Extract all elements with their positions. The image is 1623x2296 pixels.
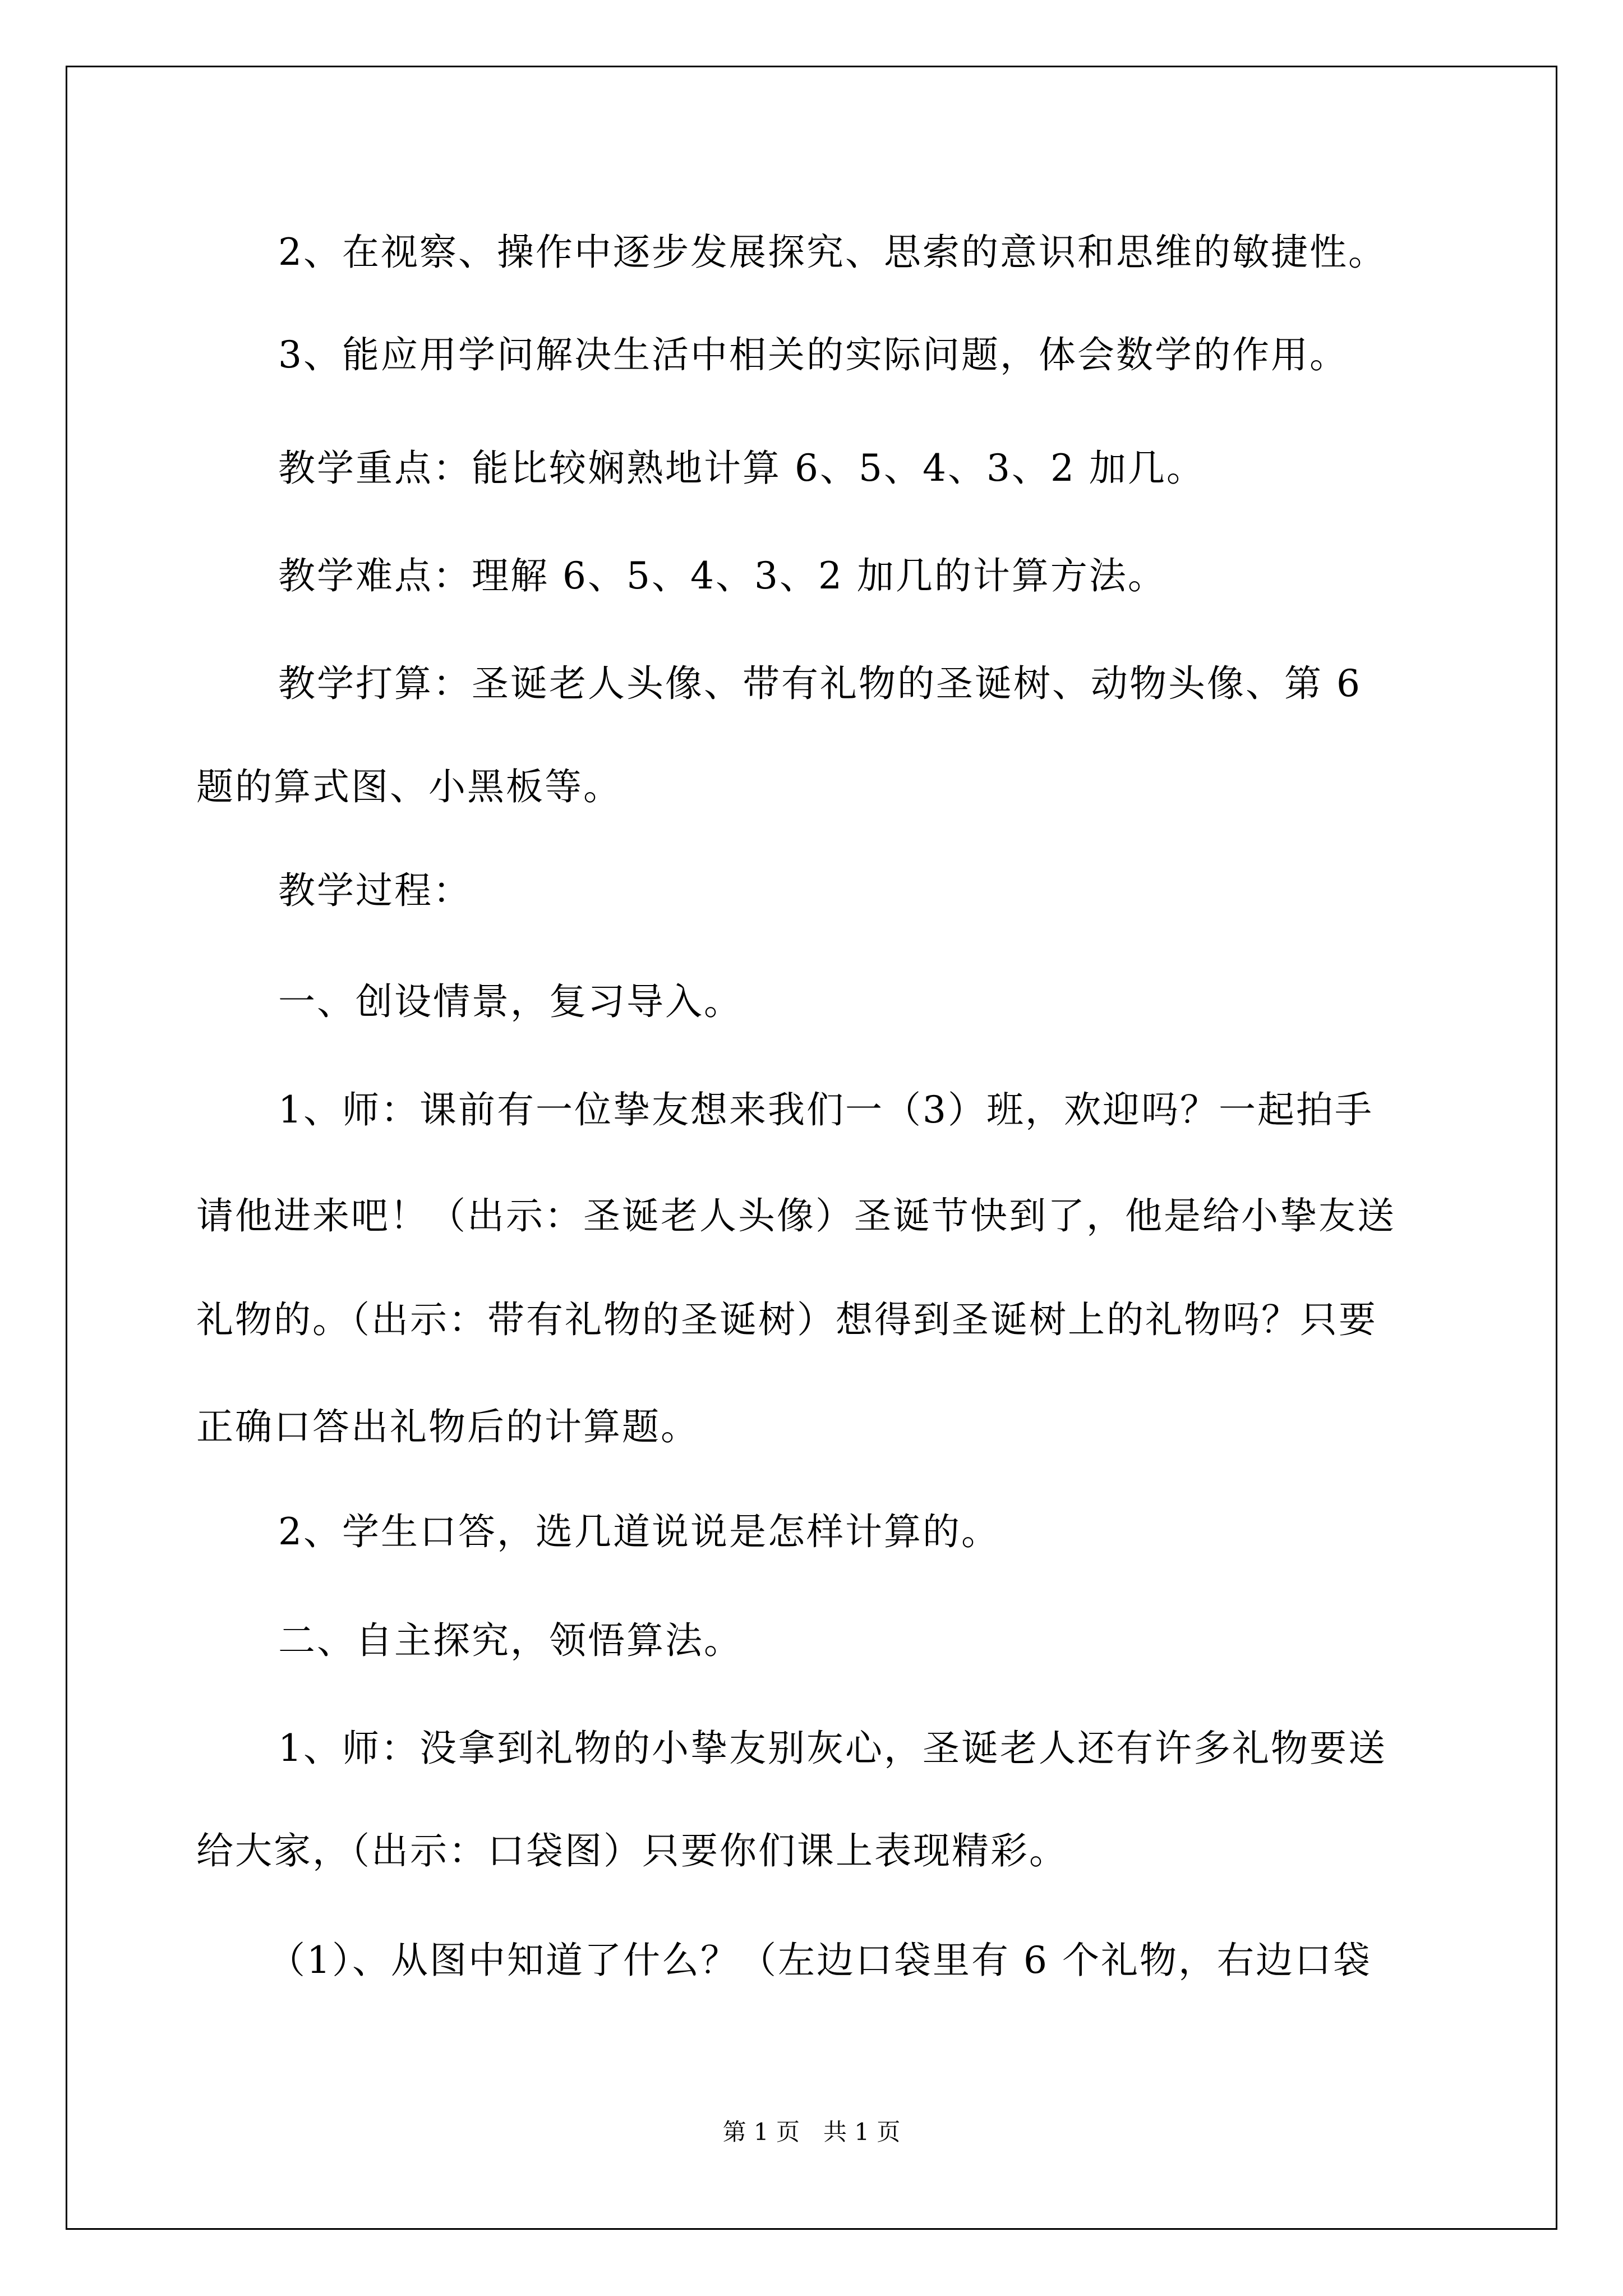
page-footer: 第 1 页 共 1 页 bbox=[722, 2118, 901, 2146]
paragraph-line: 二、自主探究，领悟算法。 bbox=[278, 1619, 743, 1662]
paragraph-line: 1、师：没拿到礼物的小挚友别灰心，圣诞老人还有许多礼物要送 bbox=[278, 1727, 1387, 1770]
paragraph-line: 礼物的。（出示：带有礼物的圣诞树）想得到圣诞树上的礼物吗？只要 bbox=[196, 1298, 1377, 1341]
paragraph-line: 2、在视察、操作中逐步发展探究、思索的意识和思维的敏捷性。 bbox=[278, 231, 1387, 274]
paragraph-line: 教学重点：能比较娴熟地计算 6、5、4、3、2 加几。 bbox=[278, 447, 1205, 490]
paragraph-line: 一、创设情景，复习导入。 bbox=[278, 980, 743, 1023]
paragraph-line: 教学打算：圣诞老人头像、带有礼物的圣诞树、动物头像、第 6 bbox=[278, 662, 1362, 705]
paragraph-line: 3、能应用学问解决生活中相关的实际问题，体会数学的作用。 bbox=[278, 333, 1348, 376]
paragraph-line: （1）、从图中知道了什么？（左边口袋里有 6 个礼物，右边口袋 bbox=[268, 1939, 1372, 1982]
paragraph-line: 正确口答出礼物后的计算题。 bbox=[196, 1405, 699, 1448]
paragraph-line: 2、学生口答，选几道说说是怎样计算的。 bbox=[278, 1510, 1000, 1553]
paragraph-line: 1、师：课前有一位挚友想来我们一（3）班，欢迎吗？一起拍手 bbox=[278, 1088, 1373, 1131]
paragraph-line: 题的算式图、小黑板等。 bbox=[196, 765, 622, 808]
paragraph-line: 给大家，（出示：口袋图）只要你们课上表现精彩。 bbox=[196, 1829, 1068, 1872]
paragraph-line: 教学难点：理解 6、5、4、3、2 加几的计算方法。 bbox=[278, 554, 1166, 597]
paragraph-line: 请他进来吧！（出示：圣诞老人头像）圣诞节快到了，他是给小挚友送 bbox=[196, 1194, 1396, 1237]
page-border bbox=[66, 66, 1557, 2230]
paragraph-line: 教学过程： bbox=[278, 869, 472, 912]
